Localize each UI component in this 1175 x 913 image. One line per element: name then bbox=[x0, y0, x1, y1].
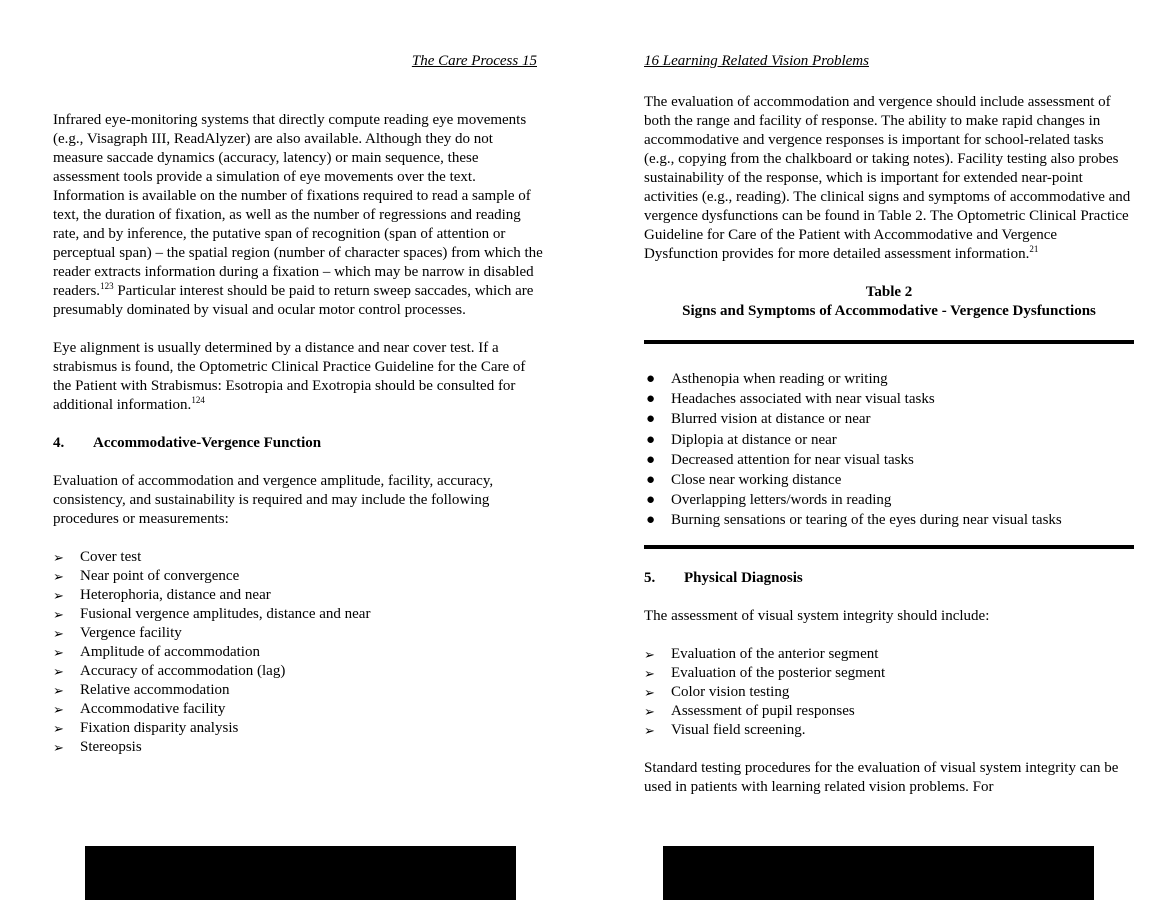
bullet-icon: ● bbox=[646, 451, 656, 468]
paragraph-text: Eye alignment is usually determined by a distance and near cover test. If a strabismus is found, the Optometric Clinical Practice Guideline for the Care of the Patient with Strabismus: Esotropia and Exotropia should be consulted for additional information. bbox=[53, 340, 526, 413]
list-item bbox=[644, 721, 1134, 740]
symptoms-list bbox=[644, 369, 1134, 531]
list-item-text: Burning sensations or tearing of the eyes during near visual tasks bbox=[671, 512, 1062, 529]
paragraph-evaluation: Evaluation of accommodation and vergence amplitude, facility, accuracy, consistency, and sustainability is required and may include the following procedures or measurements: bbox=[53, 473, 494, 527]
paragraph-text-tail: Particular interest should be paid to return sweep saccades, which are presumably dominated by visual and ocular motor control processes. bbox=[53, 283, 534, 318]
bullet-icon: ● bbox=[646, 431, 656, 448]
section-heading-5 bbox=[644, 569, 1134, 588]
list-item bbox=[53, 681, 543, 700]
list-item bbox=[644, 510, 1134, 530]
list-item-text: Close near working distance bbox=[671, 471, 842, 488]
arrow-bullet-icon: ➢ bbox=[53, 626, 64, 641]
left-column bbox=[53, 111, 543, 776]
list-item bbox=[644, 389, 1134, 409]
list-item bbox=[53, 586, 543, 605]
section-title: Accommodative-Vergence Function bbox=[93, 435, 322, 451]
paragraph-standard-testing: Standard testing procedures for the evaluation of visual system integrity can be used in patients with learning related vision problems. For bbox=[644, 759, 1119, 795]
arrow-bullet-icon: ➢ bbox=[53, 664, 64, 679]
arrow-bullet-icon: ➢ bbox=[644, 703, 655, 719]
list-item-text: Fixation disparity analysis bbox=[80, 720, 239, 736]
reference-superscript: 21 bbox=[1029, 244, 1039, 254]
reference-superscript: 123 bbox=[100, 281, 114, 291]
arrow-bullet-icon: ➢ bbox=[53, 740, 64, 755]
list-item-text: Amplitude of accommodation bbox=[80, 644, 260, 660]
list-item-text: Cover test bbox=[80, 549, 142, 565]
table-bottom-rule bbox=[644, 545, 1134, 549]
bullet-icon: ● bbox=[646, 411, 656, 428]
list-item bbox=[644, 369, 1134, 389]
list-item bbox=[53, 700, 543, 719]
bullet-icon: ● bbox=[646, 371, 656, 387]
bullet-icon: ● bbox=[646, 391, 656, 408]
list-item-text: Heterophoria, distance and near bbox=[80, 587, 271, 603]
right-page bbox=[590, 0, 1175, 913]
arrow-bullet-icon: ➢ bbox=[644, 665, 655, 681]
list-item-text: Asthenopia when reading or writing bbox=[671, 371, 888, 387]
arrow-bullet-icon: ➢ bbox=[53, 569, 64, 584]
arrow-bullet-icon: ➢ bbox=[644, 684, 655, 700]
table-top-rule bbox=[644, 340, 1134, 344]
paragraph-assessment: The assessment of visual system integrity should include: bbox=[644, 607, 990, 624]
arrow-bullet-icon: ➢ bbox=[644, 722, 655, 738]
list-item-text: Evaluation of the posterior segment bbox=[671, 664, 886, 681]
list-item bbox=[53, 567, 543, 586]
list-item-text: Blurred vision at distance or near bbox=[671, 411, 871, 428]
assessments-list bbox=[644, 645, 1134, 740]
list-item-text: Color vision testing bbox=[671, 683, 790, 700]
running-head-right: 16 Learning Related Vision Problems bbox=[644, 53, 869, 69]
list-item-text: Accommodative facility bbox=[80, 701, 226, 717]
right-column bbox=[644, 93, 1134, 816]
list-item bbox=[644, 430, 1134, 450]
running-head-left: The Care Process 15 bbox=[411, 53, 537, 69]
list-item-text: Relative accommodation bbox=[80, 682, 230, 698]
arrow-bullet-icon: ➢ bbox=[53, 588, 64, 603]
list-item bbox=[644, 450, 1134, 470]
procedures-list bbox=[53, 548, 543, 757]
list-item bbox=[53, 624, 543, 643]
arrow-bullet-icon: ➢ bbox=[53, 683, 64, 698]
list-item bbox=[53, 643, 543, 662]
list-item bbox=[644, 683, 1134, 702]
list-item bbox=[644, 409, 1134, 429]
redaction-bar bbox=[85, 846, 516, 900]
paragraph-text: Infrared eye-monitoring systems that directly compute reading eye movements (e.g., Visagraph III, ReadAlyzer) are also available. Although they do not measure saccade dynamics (accuracy, latency) or main sequence, these assessment tools provide a simulation of eye movements over the text. Information is available on the number of fixations required to read a sample of text, the duration of fixation, as well as the number of regressions and reading rate, and by inference, the putative span of recognition (span of attention or perceptual span) – the spatial region (number of character spaces) from which the reader extracts information during a fixation – which may be narrow in disabled readers. bbox=[53, 112, 543, 299]
table-title: Signs and Symptoms of Accommodative - Vergence Dysfunctions bbox=[682, 303, 1096, 319]
list-item bbox=[53, 719, 543, 738]
list-item-text: Evaluation of the anterior segment bbox=[671, 645, 879, 662]
paragraph-eye-monitoring bbox=[53, 111, 543, 320]
list-item-text: Near point of convergence bbox=[80, 568, 240, 584]
arrow-bullet-icon: ➢ bbox=[53, 550, 64, 565]
arrow-bullet-icon: ➢ bbox=[53, 607, 64, 622]
paragraph-eye-alignment bbox=[53, 339, 543, 415]
section-number: 4. bbox=[53, 435, 65, 451]
bullet-icon: ● bbox=[646, 471, 656, 488]
list-item-text: Diplopia at distance or near bbox=[671, 431, 837, 448]
list-item-text: Headaches associated with near visual tasks bbox=[671, 391, 935, 408]
section-number: 5. bbox=[644, 569, 656, 586]
list-item bbox=[53, 548, 543, 567]
table-label: Table 2 bbox=[865, 284, 913, 300]
list-item bbox=[644, 490, 1134, 510]
list-item-text: Vergence facility bbox=[80, 625, 182, 641]
section-title: Physical Diagnosis bbox=[684, 569, 803, 586]
reference-superscript: 124 bbox=[191, 395, 205, 405]
list-item bbox=[53, 662, 543, 681]
bullet-icon: ● bbox=[646, 492, 656, 509]
list-item-text: Accuracy of accommodation (lag) bbox=[80, 663, 286, 679]
paragraph-text: The evaluation of accommodation and vergence should include assessment of both the range and facility of response. The ability to make rapid changes in accommodative and vergence responses is important for school-related tasks (e.g., copying from the chalkboard or taking notes). Facility testing also probes sustainability of the response, which is important for extended near-point activities (e.g., reading). The clinical signs and symptoms of accommodative and vergence dysfunctions can be found in Table 2. The Optometric Clinical Practice Guideline for Care of the Patient with Accommodative and Vergence Dysfunction provides for more detailed assessment information. bbox=[644, 94, 1131, 262]
paragraph-evaluation-range bbox=[644, 93, 1134, 264]
section-heading-4 bbox=[53, 434, 543, 453]
list-item-text: Assessment of pupil responses bbox=[671, 702, 855, 719]
list-item-text: Visual field screening. bbox=[671, 721, 806, 738]
redaction-bar bbox=[663, 846, 1094, 900]
arrow-bullet-icon: ➢ bbox=[644, 646, 655, 662]
list-item bbox=[53, 738, 543, 757]
list-item-text: Decreased attention for near visual tasks bbox=[671, 451, 914, 468]
list-item-text: Fusional vergence amplitudes, distance and near bbox=[80, 606, 371, 622]
arrow-bullet-icon: ➢ bbox=[53, 645, 64, 660]
arrow-bullet-icon: ➢ bbox=[53, 702, 64, 717]
arrow-bullet-icon: ➢ bbox=[53, 721, 64, 736]
list-item-text: Stereopsis bbox=[80, 739, 142, 755]
list-item bbox=[53, 605, 543, 624]
list-item bbox=[644, 664, 1134, 683]
list-item bbox=[644, 645, 1134, 664]
bullet-icon: ● bbox=[646, 512, 656, 529]
list-item-text: Overlapping letters/words in reading bbox=[671, 492, 892, 509]
list-item bbox=[644, 470, 1134, 490]
list-item bbox=[644, 702, 1134, 721]
